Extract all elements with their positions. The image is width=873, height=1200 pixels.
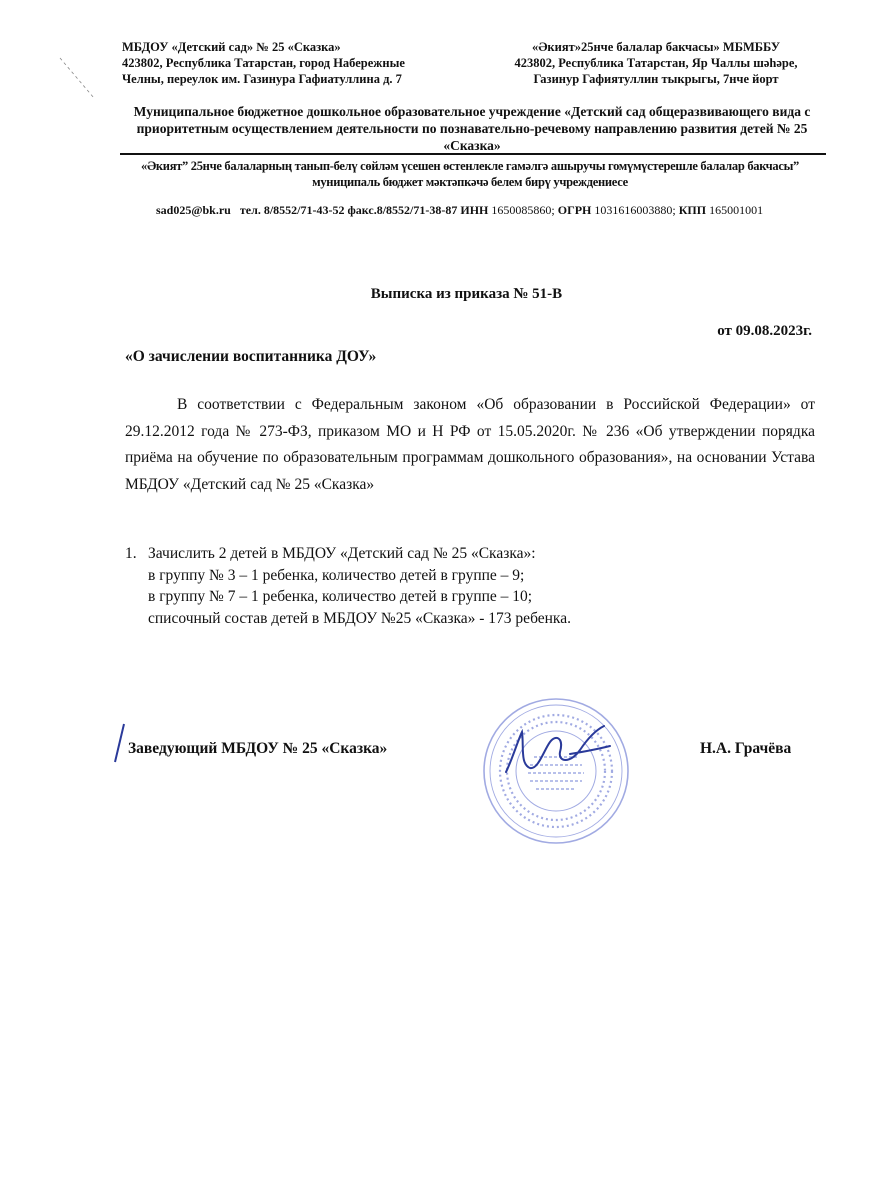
document-title: Выписка из приказа № 51-В xyxy=(370,286,563,302)
institution-full-name: Муниципальное бюджетное дошкольное образовательное учреждение «Детский сад общеразвивающего вида с приоритетным осуществлением деятельности по познавательно-речевому направлению развития детей № 25 «Сказка» xyxy=(133,104,811,153)
signature-position: Заведующий МБДОУ № 25 «Сказка» xyxy=(128,740,388,757)
inn-value: 1650085860; xyxy=(491,203,555,217)
header-left-line3: Челны, переулок им. Газинура Гафиатуллина д. 7 xyxy=(122,72,402,86)
order-item-line-1: Зачислить 2 детей в МБДОУ «Детский сад № 25 «Сказка»: xyxy=(148,545,536,562)
contact-phones: тел. 8/8552/71-43-52 факс.8/8552/71-38-87 xyxy=(239,203,458,217)
kpp-value: 165001001 xyxy=(709,203,764,217)
document-date: от 09.08.2023г. xyxy=(717,323,812,339)
pen-mark xyxy=(112,722,128,764)
kpp-label: КПП xyxy=(678,203,707,217)
ogrn-value: 1031616003880; xyxy=(594,203,676,217)
order-item xyxy=(125,543,571,629)
contact-email: sad025@bk.ru xyxy=(156,203,231,217)
header-divider xyxy=(120,153,826,155)
header-right xyxy=(500,39,812,87)
order-item-number: 1. xyxy=(125,545,137,562)
ogrn-label: ОГРН xyxy=(557,203,592,217)
handwritten-signature xyxy=(500,720,620,780)
header-left-line2: 423802, Республика Татарстан, город Набережные xyxy=(122,56,405,70)
scan-mark xyxy=(60,58,100,102)
order-item-line-4: списочный состав детей в МБДОУ №25 «Сказка» - 173 ребенка. xyxy=(148,609,571,627)
institution-tatar-name: «Әкият” 25нче балаларның танып-белү сөйләм үсешен өстенлекле гамәлгә ашыручы гомүмүстерешле балалар бакчасы” муниципаль бюджет мәктәпкәчә белем бирү учреждениесе xyxy=(141,159,799,189)
header-right-line2: 423802, Республика Татарстан, Яр Чаллы шәһәре, xyxy=(514,56,798,70)
contacts-line xyxy=(156,203,763,218)
document-subject: «О зачислении воспитанника ДОУ» xyxy=(125,348,377,365)
signatory-name: Н.А. Грачёва xyxy=(700,740,792,757)
header-left-line1: МБДОУ «Детский сад» № 25 «Сказка» xyxy=(122,40,341,54)
order-item-line-2: в группу № 3 – 1 ребенка, количество детей в группе – 9; xyxy=(148,566,525,584)
header-left xyxy=(122,39,405,87)
header-right-line3: Газинур Гафиятуллин тыкрыгы, 7нче йорт xyxy=(533,72,779,86)
order-item-line-3: в группу № 7 – 1 ребенка, количество детей в группе – 10; xyxy=(148,588,533,605)
header-right-line1: «Әкият»25нче балалар бакчасы» МБМББУ xyxy=(531,40,781,54)
preamble-paragraph: В соответствии с Федеральным законом «Об образовании в Российской Федерации» от 29.12.2012 года № 273-ФЗ, приказом МО и Н РФ от 15.05.2020г. № 236 «Об утверждении порядка приёма на обучение по образовательным программам дошкольного образования», на основании Устава МБДОУ «Детский сад № 25 «Сказка» xyxy=(125,396,815,493)
inn-label: ИНН xyxy=(460,203,489,217)
